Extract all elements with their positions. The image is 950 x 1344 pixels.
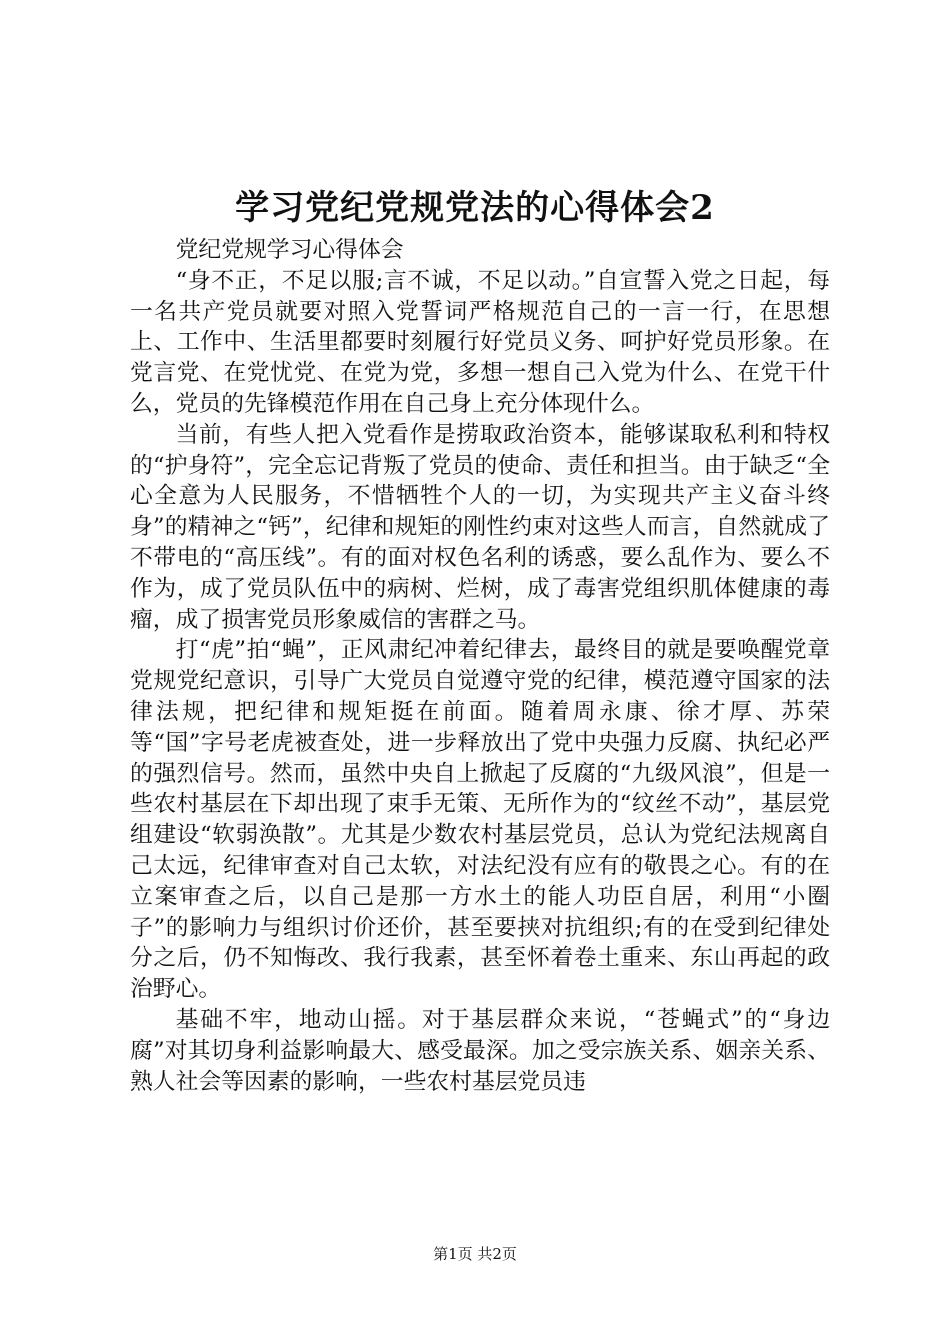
paragraph-1: “身不正，不足以服;言不诚，不足以动。”自宣誓入党之日起，每一名共产党员就要对照入党誓词严格规范自己的一言一行，在思想上、工作中、生活里都要时刻履行好党员义务、呵护好党员形象。在党言党、在党忧党、在党为党，多想一想自己入党为什么、在党干什么，党员的先锋模范作用在自己身上充分体现什么。 — [130, 267, 830, 417]
document-body — [130, 235, 830, 1097]
document-subtitle: 党纪党规学习心得体会 — [175, 237, 404, 263]
document-title: 学习党纪党规党法的心得体会2 — [235, 188, 715, 228]
page-number-footer: 第1页 共2页 — [433, 1245, 517, 1263]
paragraph-3: 打“虎”拍“蝇”，正风肃纪冲着纪律去，最终目的就是要唤醒党章党规党纪意识，引导广大党员自觉遵守党的纪律，模范遵守国家的法律法规，把纪律和规矩挺在前面。随着周永康、徐才厚、苏荣等“国”字号老虎被查处，进一步释放出了党中央强力反腐、执纪必严的强烈信号。然而，虽然中央自上掀起了反腐的“九级风浪”，但是一些农村基层在下却出现了束手无策、无所作为的“纹丝不动”，基层党组建设“软弱涣散”。尤其是少数农村基层党员，总认为党纪法规离自己太远，纪律审查对自己太软，对法纪没有应有的敬畏之心。有的在立案审查之后，以自己是那一方水土的能人功臣自居，利用“小圈子”的影响力与组织讨价还价，甚至要挟对抗组织;有的在受到纪律处分之后，仍不知悔改、我行我素，甚至怀着卷土重来、东山再起的政治野心。 — [130, 637, 830, 1003]
paragraph-2: 当前，有些人把入党看作是捞取政治资本，能够谋取私利和特权的“护身符”，完全忘记背叛了党员的使命、责任和担当。由于缺乏“全心全意为人民服务，不惜牺牲个人的一切，为实现共产主义奋斗终身”的精神之“钙”，纪律和规矩的刚性约束对这些人而言，自然就成了不带电的“高压线”。有的面对权色名利的诱惑，要么乱作为、要么不作为，成了党员队伍中的病树、烂树，成了毒害党组织肌体健康的毒瘤，成了损害党员形象威信的害群之马。 — [130, 421, 830, 633]
paragraph-4: 基础不牢，地动山摇。对于基层群众来说，“苍蝇式”的“身边腐”对其切身利益影响最大、感受最深。加之受宗族关系、姻亲关系、熟人社会等因素的影响，一些农村基层党员违 — [130, 1006, 830, 1095]
